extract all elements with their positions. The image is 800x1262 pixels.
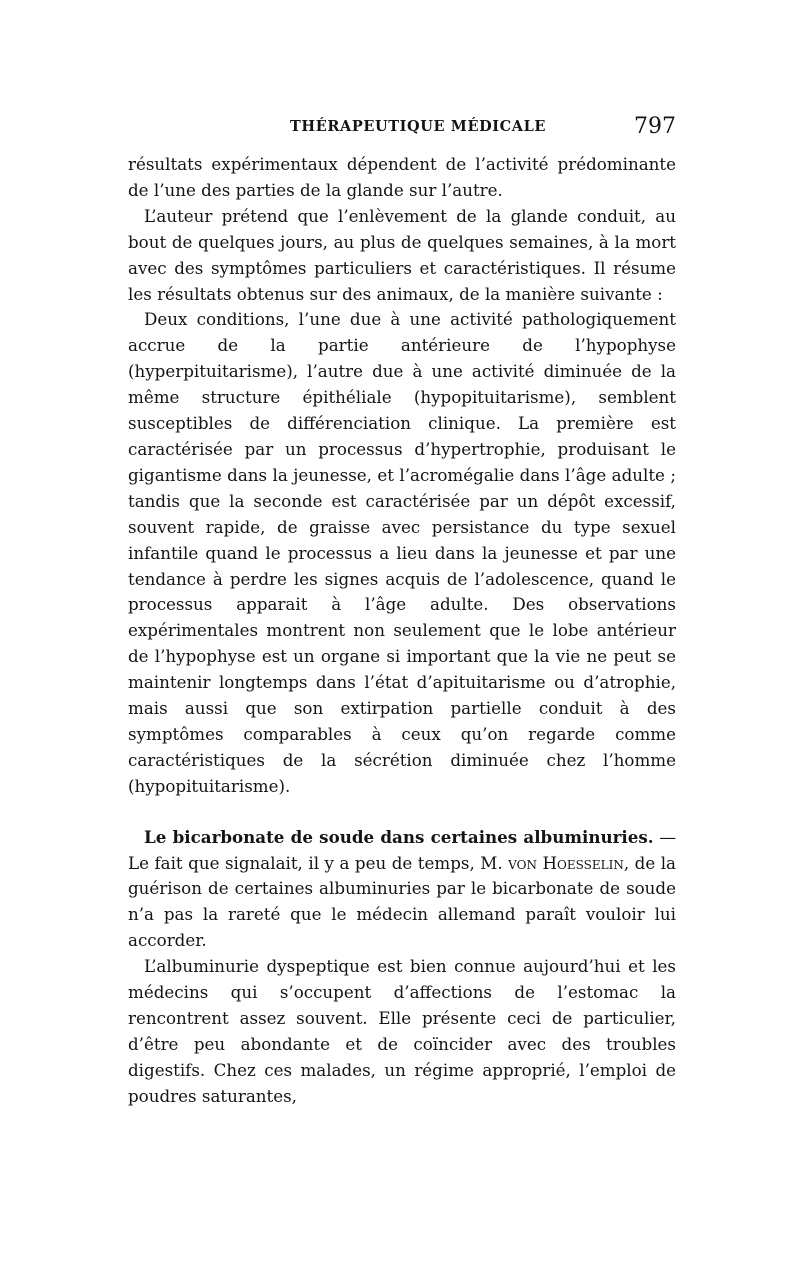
paragraph: L’auteur prétend que l’enlèvement de la glande conduit, au bout de quelques jours, au plus de quelques semaines, à la mort avec des symptômes particuliers et caractéristiques. Il résume les résultats obtenus sur des animaux, de la manière suivante : (128, 205, 676, 304)
running-title: THÉRAPEUTIQUE MÉDICALE (290, 118, 547, 135)
section-intro-end: , de la guérison de certaines albuminuries par le bicarbonate de soude n’a pas la rareté que le médecin allemand paraît vouloir lui accorder. (128, 852, 676, 951)
section-intro-start: — Le fait que signalait, il y a peu de temps, M. (128, 826, 676, 873)
paragraph: L’albuminurie dyspeptique est bien connue aujourd’hui et les médecins qui s’occupent d’affections de l’estomac la rencontrent assez souvent. Elle présente ceci de particulier, d’être peu abondante et de coïncider avec des troubles digestifs. Chez ces malades, un régime approprié, l’emploi de poudres saturantes, (128, 956, 676, 1106)
paragraph: Deux conditions, l’une due à une activité pathologiquement accrue de la partie antérieure de l’hypophyse (hyperpituitarisme), l’autre due à une activité diminuée de la même structure épithéliale (hypopituitarisme), semblent susceptibles de différenciation clinique. La première est caractérisée par un processus d’hypertrophie, produisant le gigantisme dans la jeunesse, et l’acromégalie dans l’âge adulte ; tandis que la seconde est caractérisée par un dépôt excessif, souvent rapide, de graisse avec persistance du type sexuel infantile quand le processus a lieu dans la jeunesse et par une tendance à perdre les signes acquis de l’adolescence, quand le processus apparait à l’âge adulte. Des observations expérimentales montrent non seulement que le lobe antérieur de l’hypophyse est un organe si important que la vie ne peut se maintenir longtemps dans l’état d’apituitarisme ou d’atrophie, mais aussi que son extirpation partielle conduit à des symptômes comparables à ceux qu’on regarde comme caractéristiques de la sécrétion diminuée chez l’homme (hypopituitarisme). (128, 309, 676, 796)
paragraph: résultats expérimentaux dépendent de l’activité prédominante de l’une des parties de la glande sur l’autre. (128, 154, 676, 200)
section-title: Le bicarbonate de soude dans certaines albuminuries. (144, 826, 654, 847)
author-name: von Hoesselin (508, 852, 624, 873)
page-header (128, 114, 676, 144)
page-number: 797 (634, 114, 676, 139)
page-body (128, 152, 676, 1110)
section-opening-paragraph (128, 825, 676, 955)
